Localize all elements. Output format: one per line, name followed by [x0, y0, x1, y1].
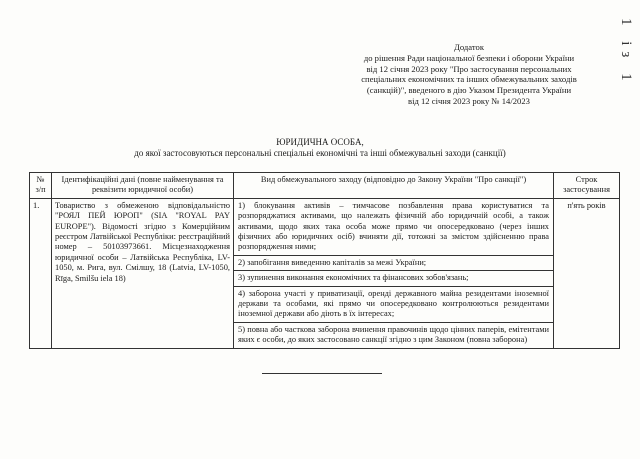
measures-cell: [234, 198, 554, 348]
annex-line: (санкцій)", введеного в дію Указом Президента України: [366, 85, 572, 96]
measure-item: 4) заборона участі у приватизації, оренді державного майна резидентами іноземної держави та особами, які прямо чи опосередковано контролюються резидентами іноземної держави або діють в їх інтересах;: [234, 287, 553, 323]
annex-line: від 12 січня 2023 року № 14/2023: [408, 95, 530, 106]
entity-identification: Товариство з обмеженою відповідальністю "РОЯЛ ПЕЙ ЮРОП" (SIA "ROYAL PAY EUROPE"). Відомості згідно з Комерційним реєстром Латвійської Республіки: реєстраційний номер – 50103973661. Місцезнаходження юридичної особи – Латвійська Республіка, LV-1050, м. Рига, вул. Смілшу, 18 (Latvia, LV-1050, Rīga, Smilšu iela 18): [52, 198, 234, 348]
document-title: [40, 137, 600, 159]
annex-line: до рішення Ради національної безпеки і оборони України: [363, 52, 575, 63]
annex-line: спеціальних економічних та інших обмежувальних заходів: [361, 74, 577, 85]
table-header-row: [30, 173, 620, 199]
header-id: Ідентифікаційні дані (повне найменування та реквізити юридичної особи): [52, 173, 234, 199]
annex-title: Додаток: [454, 42, 484, 52]
measure-item: 3) зупинення виконання економічних та фінансових зобов'язань;: [234, 271, 553, 286]
title-main: ЮРИДИЧНА ОСОБА,: [276, 137, 364, 147]
annex-line: від 12 січня 2023 року "Про застосування персональних: [366, 63, 572, 74]
measure-item: 1) блокування активів – тимчасове позбавлення права користуватися та розпоряджатися активами, що належать фізичній або юридичній особі, а також активами, щодо яких така особа може прямо чи опосередковано (через інших фізичних або юридичних осіб) вчиняти дії, тотожні за змістом здійсненню права розпорядження ними;: [234, 199, 553, 256]
title-sub: до якої застосовуються персональні спеціальні економічні та інші обмежувальні заходи (санкції): [134, 148, 506, 158]
term-value: п'ять років: [554, 198, 620, 348]
page-number: 1 із 1: [618, 18, 634, 87]
row-num: 1.: [30, 198, 52, 348]
signature-divider: [262, 373, 382, 374]
sanctions-table: [29, 172, 620, 349]
annex-header: [340, 42, 598, 107]
header-num: № з/п: [30, 173, 52, 199]
table-row: [30, 198, 620, 348]
measure-item: 2) запобігання виведенню капіталів за межі України;: [234, 256, 553, 271]
header-term: Строк застосування: [554, 173, 620, 199]
header-measure: Вид обмежувального заходу (відповідно до Закону України "Про санкції"): [234, 173, 554, 199]
measure-item: 5) повна або часткова заборона вчинення правочинів щодо цінних паперів, емітентами яких є особи, до яких застосовано санкції згідно з цим Законом (повна заборона): [238, 324, 549, 345]
